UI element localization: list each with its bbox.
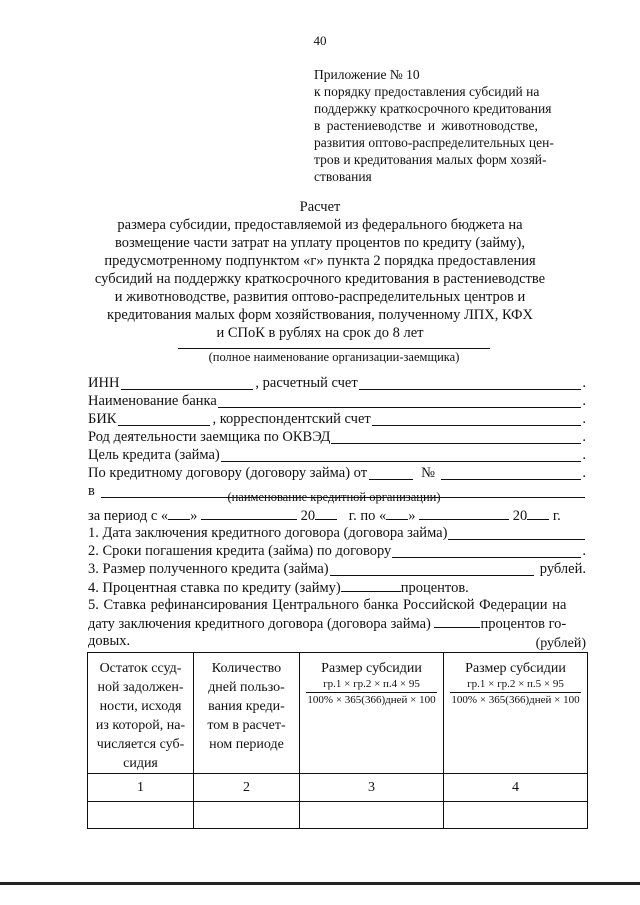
dot: . (582, 411, 586, 427)
bik-row (88, 410, 586, 428)
agreement-row (88, 464, 586, 482)
number-sign: № (421, 465, 435, 481)
document-title: Расчет (299, 199, 341, 215)
formula-denominator: 100% × 365(366)дней × 100 (307, 694, 436, 706)
header-days (194, 653, 300, 774)
period-to-month[interactable] (419, 506, 509, 520)
column-number: 3 (300, 774, 444, 802)
subtitle-line: и СПоК в рублях на срок до 8 лет (216, 325, 424, 341)
item-4-label: 4. Процентная ставка по кредиту (займу) (88, 580, 341, 596)
subtitle-line: предусмотренному подпунктом «г» пункта 2 порядка предоставления (104, 253, 536, 269)
appendix-line: в растениеводстве и животноводстве, (314, 118, 538, 133)
document-title-block (60, 198, 580, 342)
item-5-line-1: 5. Ставка рефинансирования Центрального банка Российской Федерации на (88, 597, 567, 613)
fraction-bar (450, 692, 581, 693)
table-cell-balance[interactable] (88, 802, 194, 829)
appendix-line: к порядку предоставления субсидий на (314, 84, 540, 99)
bank-name-row (88, 392, 586, 410)
activity-label: Род деятельности заемщика по ОКВЭД (88, 429, 331, 445)
period-to-day[interactable] (386, 506, 408, 520)
quote: » (190, 508, 198, 524)
appendix-line: поддержку краткосрочного кредитования (314, 101, 552, 116)
period-to-label: г. по « (348, 508, 387, 524)
table-cell-subsidy-4[interactable] (444, 802, 588, 829)
subtitle-line: возмещение части затрат на уплату процентов по кредиту (займу), (115, 235, 525, 251)
subtitle-line: кредитования малых форм хозяйствования, полученному ЛПХ, КФХ (107, 307, 533, 323)
header-text: ности, исходя (99, 699, 182, 714)
table-unit: (рублей) (535, 636, 586, 651)
org-name-input-line[interactable] (178, 348, 490, 349)
dot: . (582, 447, 586, 463)
credit-org-hint: (наименование кредитной организации) (227, 490, 441, 504)
quote: » (408, 508, 416, 524)
activity-field[interactable] (331, 429, 581, 444)
corr-account-label: , корреспондентский счет (212, 411, 371, 427)
corr-account-field[interactable] (372, 411, 582, 426)
subsidy-table (87, 652, 588, 829)
item-2-field[interactable] (392, 543, 581, 558)
period-to-year[interactable] (527, 506, 549, 520)
item-3-row (88, 560, 586, 578)
inn-label: ИНН (88, 375, 120, 391)
subtitle-line: субсидий на поддержку краткосрочного кредитования в растениеводстве (94, 271, 546, 287)
item-2-label: 2. Сроки погашения кредита (займа) по договору (88, 543, 392, 559)
subtitle-line: и животноводстве, развития оптово-распределительных центров и (114, 289, 526, 305)
bik-field[interactable] (118, 411, 210, 426)
bank-name-label: Наименование банка (88, 393, 217, 409)
item-4-unit: процентов. (400, 580, 469, 596)
table-row (88, 774, 588, 802)
formula-numerator: гр.1 × гр.2 × п.4 × 95 (323, 678, 420, 690)
item-3-unit: рублей. (539, 561, 586, 577)
period-from-day[interactable] (168, 506, 190, 520)
inn-row (88, 374, 586, 392)
header-text: Количество (211, 661, 282, 676)
appendix-line: развития оптово-распределительных цен- (314, 135, 554, 150)
dot: . (582, 393, 586, 409)
item-1-row (88, 524, 586, 542)
year-prefix: 20 (300, 508, 316, 524)
agreement-date-field[interactable] (369, 465, 413, 480)
item-3-label: 3. Размер полученного кредита (займа) (88, 561, 329, 577)
loan-purpose-label: Цель кредита (займа) (88, 447, 220, 463)
table-cell-days[interactable] (194, 802, 300, 829)
period-from-label: за период с « (88, 508, 169, 524)
item-5-line-3: довых. (88, 633, 131, 649)
header-text: сидия (123, 756, 158, 771)
item-1-label: 1. Дата заключения кредитного договора (договора займа) (88, 525, 448, 541)
activity-row (88, 428, 586, 446)
year-prefix: 20 (512, 508, 528, 524)
header-text: вания креди- (208, 699, 285, 714)
org-name-hint: (полное наименование организации-заемщика) (208, 350, 460, 364)
table-cell-subsidy-3[interactable] (300, 802, 444, 829)
item-1-field[interactable] (448, 525, 585, 540)
page-number: 40 (313, 33, 327, 48)
item-5-field[interactable] (434, 614, 480, 628)
table-row (88, 802, 588, 829)
item-5-unit: процентов го- (480, 616, 567, 632)
inn-field[interactable] (121, 375, 253, 390)
header-text: дней пользо- (208, 680, 285, 695)
header-text: Остаток ссуд- (99, 661, 182, 676)
header-subsidy-3 (300, 653, 444, 774)
period-row (88, 506, 586, 525)
agreement-label: По кредитному договору (договору займа) от (88, 465, 368, 481)
dot: . (582, 429, 586, 445)
subtitle-line: размера субсидии, предоставляемой из федерального бюджета на (117, 217, 523, 233)
header-subsidy-4 (444, 653, 588, 774)
agreement-number-field[interactable] (441, 465, 581, 480)
appendix-block (314, 66, 586, 185)
item-2-row (88, 542, 586, 560)
dot: . (582, 543, 586, 559)
column-number: 4 (444, 774, 588, 802)
header-text: том в расчет- (207, 718, 286, 733)
year-suffix: г. (552, 508, 561, 524)
item-3-field[interactable] (330, 561, 534, 576)
item-4-field[interactable] (341, 578, 401, 592)
header-text: Размер субсидии (321, 661, 422, 676)
table-header-row (88, 653, 588, 774)
formula-denominator: 100% × 365(366)дней × 100 (451, 694, 580, 706)
item-5-line-2 (88, 614, 586, 633)
header-text: ном периоде (209, 737, 284, 752)
loan-purpose-row (88, 446, 586, 464)
dot: . (582, 465, 586, 481)
bik-label: БИК (88, 411, 117, 427)
period-from-month[interactable] (201, 506, 297, 520)
header-text: числяется суб- (96, 737, 185, 752)
item-4-row (88, 578, 586, 597)
column-number: 1 (88, 774, 194, 802)
account-field[interactable] (359, 375, 582, 390)
appendix-line: ствования (314, 169, 372, 184)
column-number: 2 (194, 774, 300, 802)
account-label: , расчетный счет (255, 375, 358, 391)
fraction-bar (306, 692, 437, 693)
period-from-year[interactable] (315, 506, 337, 520)
header-text: из которой, на- (95, 718, 186, 733)
appendix-line: тров и кредитования малых форм хозяй- (314, 152, 547, 167)
header-text: ной задолжен- (97, 680, 184, 695)
bank-name-field[interactable] (218, 393, 582, 408)
dot: . (582, 375, 586, 391)
appendix-title: Приложение № 10 (314, 67, 420, 82)
header-text: Размер субсидии (465, 661, 566, 676)
header-balance (88, 653, 194, 774)
formula-numerator: гр.1 × гр.2 × п.5 × 95 (467, 678, 564, 690)
page-bottom-border (0, 882, 640, 885)
loan-purpose-field[interactable] (221, 447, 582, 462)
in-label: в (88, 483, 95, 499)
item-5-label: дату заключения кредитного договора (договора займа) (88, 616, 431, 632)
